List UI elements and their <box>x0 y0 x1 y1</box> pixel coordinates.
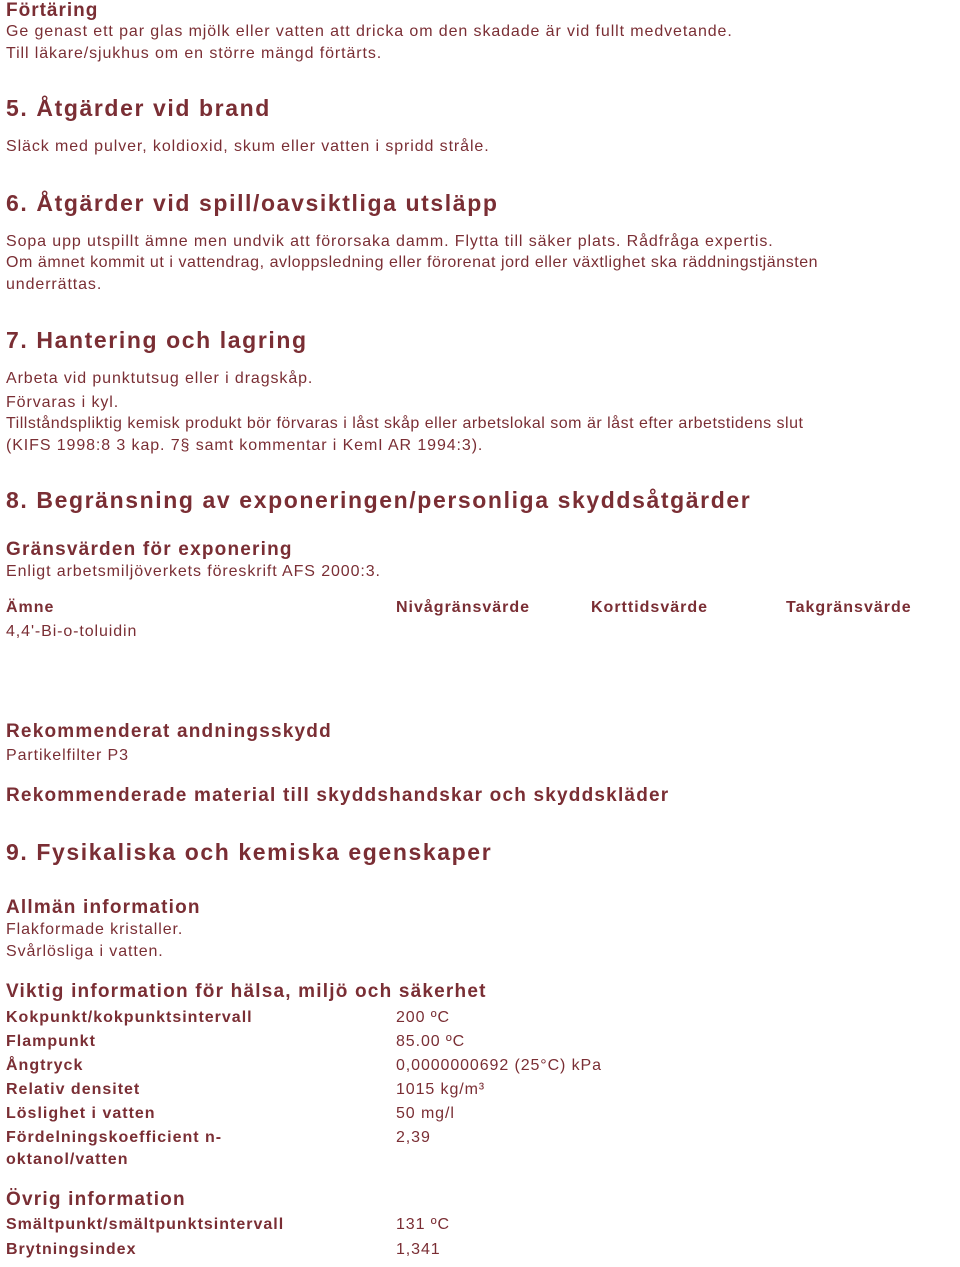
exposure-limits-heading: Gränsvärden för exponering <box>6 539 293 560</box>
prop-value-partition-coefficient: 2,39 <box>396 1129 431 1146</box>
prop-label-refractive-index: Brytningsindex <box>6 1241 137 1258</box>
respiratory-protection-text: Partikelfilter P3 <box>6 747 129 764</box>
general-info-line-1: Flakformade kristaller. <box>6 921 184 938</box>
prop-label-vapour-pressure: Ångtryck <box>6 1057 84 1074</box>
gloves-material-heading: Rekommenderade material till skyddshandskar och skyddskläder <box>6 785 670 806</box>
prop-label-partition-coefficient-cont: oktanol/vatten <box>6 1151 129 1168</box>
prop-value-vapour-pressure: 0,0000000692 (25°C) kPa <box>396 1057 602 1074</box>
section-7-line-4: (KIFS 1998:8 3 kap. 7§ samt kommentar i KemI AR 1994:3). <box>6 437 484 454</box>
prop-value-melting-point: 131 ºC <box>396 1216 450 1233</box>
ingestion-line-2: Till läkare/sjukhus om en större mängd förtärts. <box>6 45 383 62</box>
ingestion-line-1: Ge genast ett par glas mjölk eller vatten att dricka om den skadade är vid fullt medvetande. <box>6 23 733 40</box>
table-header-substance: Ämne <box>6 599 55 616</box>
section-8-heading: 8. Begränsning av exponeringen/personliga skyddsåtgärder <box>6 487 752 513</box>
prop-label-water-solubility: Löslighet i vatten <box>6 1105 156 1122</box>
respiratory-protection-heading: Rekommenderat andningsskydd <box>6 721 332 742</box>
general-info-line-2: Svårlösliga i vatten. <box>6 943 164 960</box>
prop-value-water-solubility: 50 mg/l <box>396 1105 455 1122</box>
section-7-line-3: Tillståndspliktig kemisk produkt bör förvaras i låst skåp eller arbetslokal som är låst efter arbetstidens slut <box>6 415 804 432</box>
prop-value-boiling-point: 200 ºC <box>396 1009 450 1026</box>
prop-label-partition-coefficient: Fördelningskoefficient n- <box>6 1129 223 1146</box>
section-6-line-3: underrättas. <box>6 276 103 293</box>
section-6-line-1: Sopa upp utspillt ämne men undvik att förorsaka damm. Flytta till säker plats. Rådfråga expertis. <box>6 233 774 250</box>
section-7-line-2: Förvaras i kyl. <box>6 394 120 411</box>
section-6-line-2: Om ämnet kommit ut i vattendrag, avloppsledning eller förorenat jord eller växtlighet ska räddningstjänsten <box>6 254 819 271</box>
prop-value-relative-density: 1015 kg/m³ <box>396 1081 486 1098</box>
prop-label-flash-point: Flampunkt <box>6 1033 96 1050</box>
prop-value-refractive-index: 1,341 <box>396 1241 441 1258</box>
prop-label-melting-point: Smältpunkt/smältpunktsintervall <box>6 1216 285 1233</box>
prop-label-relative-density: Relativ densitet <box>6 1081 141 1098</box>
table-header-ceiling: Takgränsvärde <box>786 599 912 616</box>
section-6-heading: 6. Åtgärder vid spill/oavsiktliga utsläpp <box>6 190 499 216</box>
table-header-short-term: Korttidsvärde <box>591 599 709 616</box>
section-7-heading: 7. Hantering och lagring <box>6 327 308 353</box>
section-9-heading: 9. Fysikaliska och kemiska egenskaper <box>6 839 493 865</box>
prop-label-boiling-point: Kokpunkt/kokpunktsintervall <box>6 1009 253 1026</box>
table-cell-substance: 4,4'-Bi-o-toluidin <box>6 623 138 640</box>
section-5-text: Släck med pulver, koldioxid, skum eller vatten i spridd stråle. <box>6 138 490 155</box>
important-info-heading: Viktig information för hälsa, miljö och säkerhet <box>6 981 487 1002</box>
prop-value-flash-point: 85.00 ºC <box>396 1033 466 1050</box>
section-7-line-1: Arbeta vid punktutsug eller i dragskåp. <box>6 370 314 387</box>
section-5-heading: 5. Åtgärder vid brand <box>6 95 271 121</box>
ingestion-heading: Förtäring <box>6 0 99 21</box>
exposure-limits-text: Enligt arbetsmiljöverkets föreskrift AFS 2000:3. <box>6 563 381 580</box>
other-info-heading: Övrig information <box>6 1189 186 1210</box>
table-header-level-limit: Nivågränsvärde <box>396 599 531 616</box>
general-info-heading: Allmän information <box>6 897 201 918</box>
